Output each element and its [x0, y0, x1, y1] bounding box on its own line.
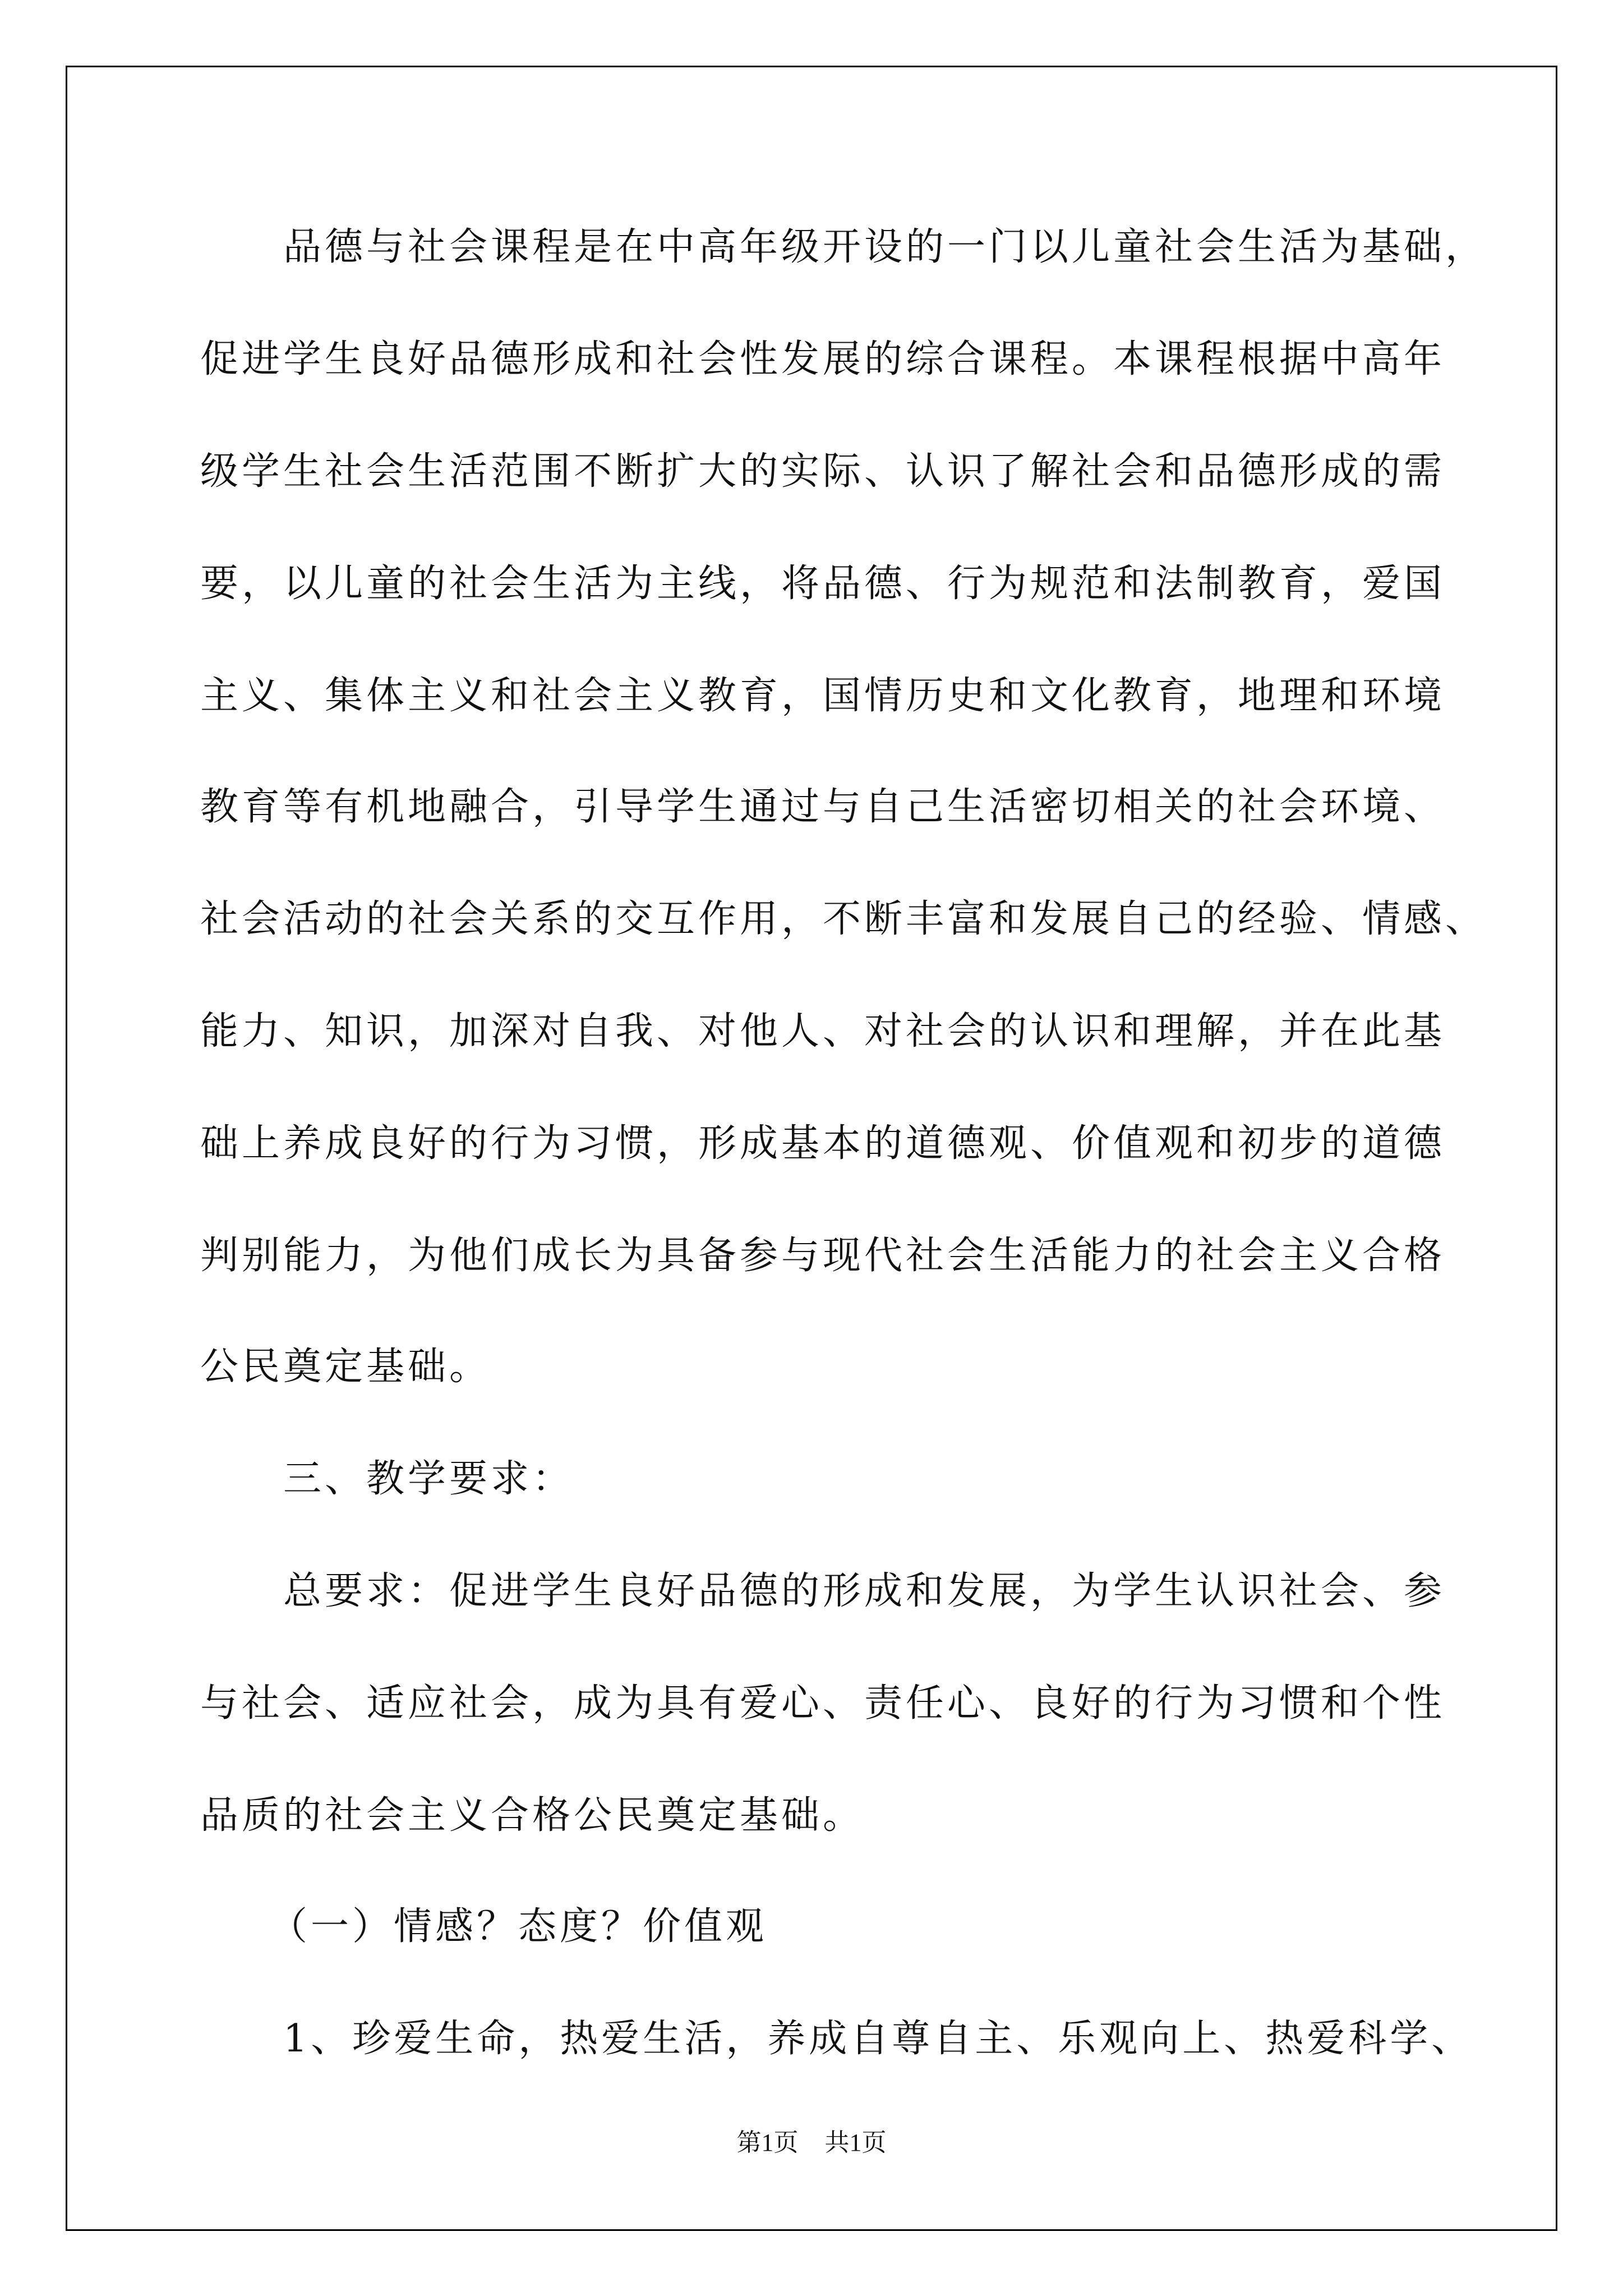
paragraph-line: 能力、知识，加深对自我、对他人、对社会的认识和理解，并在此基: [200, 1009, 1446, 1053]
paragraph-line: 公民奠定基础。: [200, 1345, 491, 1389]
page-number-current: 第1页: [736, 2129, 799, 2156]
paragraph-line: 要，以儿童的社会生活为主线，将品德、行为规范和法制教育，爱国: [200, 562, 1446, 606]
paragraph-line: 级学生社会生活范围不断扩大的实际、认识了解社会和品德形成的需: [200, 449, 1446, 494]
paragraph-line: 促进学生良好品德形成和社会性发展的综合课程。本课程根据中高年: [200, 337, 1446, 381]
list-item: 1、珍爱生命，热爱生活，养成自尊自主、乐观向上、热爱科学、: [283, 2017, 1473, 2061]
paragraph-line: 品质的社会主义合格公民奠定基础。: [200, 1793, 865, 1838]
paragraph-line: 与社会、适应社会，成为具有爱心、责任心、良好的行为习惯和个性: [200, 1681, 1446, 1726]
paragraph-line: 础上养成良好的行为习惯，形成基本的道德观、价值观和初步的道德: [200, 1121, 1446, 1166]
paragraph-line: 教育等有机地融合，引导学生通过与自己生活密切相关的社会环境、: [200, 785, 1446, 829]
paragraph-line: 总要求：促进学生良好品德的形成和发展，为学生认识社会、参: [283, 1569, 1446, 1613]
paragraph-line: 主义、集体主义和社会主义教育，国情历史和文化教育，地理和环境: [200, 674, 1446, 718]
paragraph-line: 判别能力，为他们成长为具备参与现代社会生活能力的社会主义合格: [200, 1234, 1446, 1278]
subsection-heading: （一）情感？态度？价值观: [269, 1904, 768, 1949]
section-heading: 三、教学要求：: [283, 1457, 574, 1501]
paragraph-line: 品德与社会课程是在中高年级开设的一门以儿童社会生活为基础，: [283, 225, 1487, 269]
page-number-total: 共1页: [824, 2129, 887, 2156]
paragraph-line: 社会活动的社会关系的交互作用，不断丰富和发展自己的经验、情感、: [200, 897, 1487, 941]
page-footer: [0, 2131, 1623, 2155]
